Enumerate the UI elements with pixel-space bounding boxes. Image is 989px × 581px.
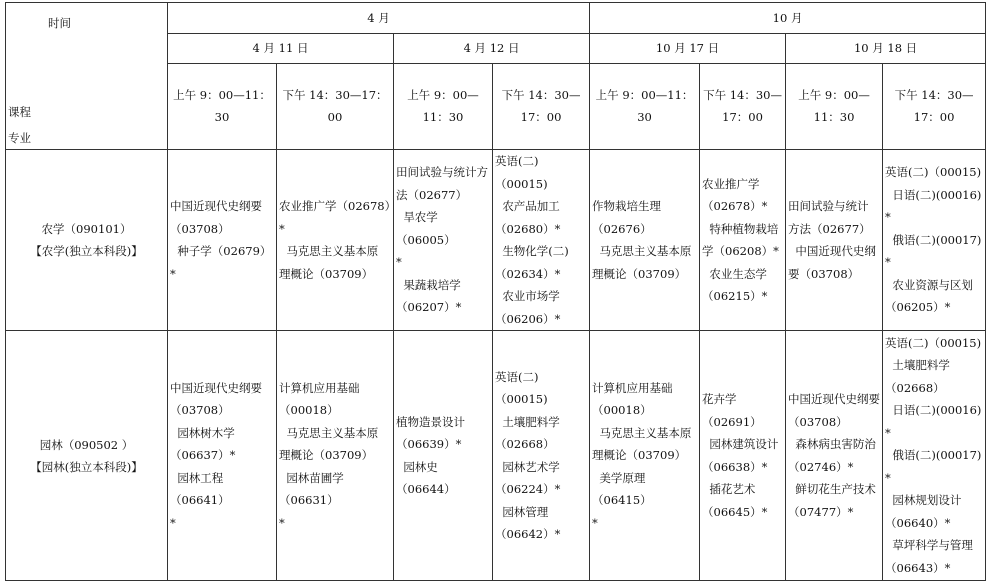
header-corner [6,3,168,150]
major-cell [6,331,168,581]
course-line: 生物化学(二) [495,244,569,258]
course-line: 园林苗圃学（06631） [279,470,344,508]
course-cell [394,150,493,331]
course-line: 农业推广学（02678）* [279,199,391,236]
major-label: 专业 [8,131,31,145]
major-name: 农学（090101） [41,222,132,236]
course-line: 美学原理（06415） [592,470,652,508]
month-april: 4 月 [168,3,590,34]
course-line: * [885,470,891,485]
course-line: 果蔬栽培学 [396,277,461,292]
course-cell [590,150,700,331]
course-line: 森林病虫害防治 [788,437,876,451]
major-type: 【农学(独立本科段)】 [30,244,143,258]
course-line: （02678）* [702,199,768,213]
course-line: 学（06208）* [702,244,779,258]
slot-apr11-am: 上午 9：00—11：30 [168,63,277,149]
slot-oct17-pm: 下午 14：30—17：00 [700,63,786,149]
course-line: 英语(二)（00015) [495,154,548,191]
course-line: 方法（02677） [788,221,871,236]
course-line: 种子学（02679）* [170,244,272,281]
date-apr-11: 4 月 11 日 [168,33,394,63]
course-line: 农产品加工 [495,199,560,213]
course-line: （02680）* [495,221,561,236]
course-line: （03708） [170,403,230,418]
course-line: 农业市场学 [495,289,560,303]
course-line: 理概论（03709） [279,448,374,463]
course-line: 中国近现代史纲要 [788,392,881,406]
major-name: 园林（090502 ） [39,437,134,452]
course-line: 英语(二)（00015) [885,165,982,180]
course-line: * [885,210,891,225]
course-cell [700,150,786,331]
course-line: 特种植物栽培 [702,221,779,236]
course-line: 花卉学（02691） [702,392,762,429]
course-line: （02668） [885,380,945,395]
month-october: 10 月 [590,3,986,34]
date-oct-18: 10 月 18 日 [786,33,986,63]
course-line: * [592,515,598,530]
date-oct-17: 10 月 17 日 [590,33,786,63]
course-line: 植物造景设计 [396,414,465,429]
course-line: 园林建筑设计 [702,437,779,451]
course-line: 日语(二)(00016) [885,187,982,202]
course-line: （02668） [495,437,555,451]
course-line: * [885,255,891,270]
slot-apr12-pm: 下午 14：30—17：00 [493,63,590,149]
course-line: 英语(二)（00015) [495,369,548,406]
course-line: （06640）* [885,515,951,530]
course-line: （06642）* [495,527,561,541]
course-line: （06205）* [885,300,951,315]
course-line: * [885,425,891,440]
course-cell [168,331,277,581]
course-line: 农业资源与区划 [885,277,973,292]
course-line: 马克思主义基本原 [279,425,379,440]
course-line: （02746）* [788,459,854,474]
course-line: 园林管理 [495,504,549,519]
course-line: 俄语(二)(00017) [885,232,982,247]
course-line: 草坪科学与管理 [885,538,973,553]
course-line: （06643）* [885,560,951,575]
course-line: （00018） [279,403,339,418]
course-cell [277,331,394,581]
course-line: 土壤肥料学 [495,414,560,429]
course-line: 园林树木学 [170,425,235,440]
time-label: 时间 [48,16,71,30]
course-line: 马克思主义基本原 [279,244,379,258]
course-line: 旱农学（06005） [396,210,456,247]
course-line: （07477）* [788,504,854,519]
course-line: 中国近现代史纲要 [170,199,262,213]
course-line: （03708） [170,221,230,236]
course-cell [883,331,986,581]
slot-oct18-pm: 下午 14：30—17：00 [883,63,986,149]
course-cell [394,331,493,581]
course-line: （06207）* [396,300,462,315]
course-cell [700,331,786,581]
course-line: （03708） [788,414,848,429]
course-line: 计算机应用基础 [592,380,673,395]
course-label: 课程 [8,105,31,119]
course-cell [883,150,986,331]
course-line: 俄语(二)(00017) [885,448,982,463]
course-line: 田间试验与统计方 [396,165,488,180]
course-line: * [279,515,285,530]
course-line: 理概论（03709） [279,266,374,281]
course-line: 农业生态学 [702,266,767,281]
slot-oct17-am: 上午 9：00—11：30 [590,63,700,149]
slot-apr11-pm: 下午 14：30—17：00 [277,63,394,149]
slot-apr12-am: 上午 9：00—11：30 [394,63,493,149]
exam-schedule-table [5,2,986,581]
course-line: 中国近现代史纲 [788,244,876,258]
course-line: 鲜切花生产技术 [788,482,876,496]
course-line: 土壤肥料学 [885,358,950,373]
slot-oct18-am: 上午 9：00—11：30 [786,63,883,149]
date-apr-12: 4 月 12 日 [394,33,590,63]
course-cell [786,331,883,581]
course-line: （06215）* [702,289,768,303]
course-line: 马克思主义基本原 [592,244,692,258]
major-type: 【园林(独立本科段)】 [30,459,143,474]
course-line: 英语(二)（00015) [885,335,982,350]
course-line: 园林规划设计 [885,493,962,508]
major-cell [6,150,168,331]
course-line: 园林史（06644） [396,459,456,496]
schedule-row-agronomy [6,150,986,331]
course-cell [168,150,277,331]
course-line: 园林工程（06641） [170,470,230,508]
course-line: （06206）* [495,311,561,326]
course-line: * [396,255,402,270]
course-line: （02634）* [495,266,561,281]
course-line: 马克思主义基本原 [592,425,692,440]
course-line: 中国近现代史纲要 [170,380,262,395]
course-line: 计算机应用基础 [279,380,360,395]
course-line: （06637）* [170,448,236,463]
course-line: 作物栽培生理 [592,199,662,213]
schedule-row-landscape [6,331,986,581]
course-line: （06645）* [702,504,768,519]
course-line: 日语(二)(00016) [885,403,982,418]
course-line: （06638）* [702,459,768,474]
course-line: 法（02677） [396,187,468,202]
course-line: （00018） [592,403,652,418]
course-cell [493,150,590,331]
course-line: * [170,515,176,530]
course-cell [493,331,590,581]
course-line: 田间试验与统计 [788,199,869,213]
course-cell [786,150,883,331]
course-cell [277,150,394,331]
course-line: （06639）* [396,437,462,451]
course-line: 理概论（03709） [592,448,687,463]
course-line: （06224）* [495,482,561,496]
course-line: 插花艺术 [702,482,756,496]
course-line: （02676） [592,221,652,236]
course-cell [590,331,700,581]
course-line: 园林艺术学 [495,459,560,474]
course-line: 要（03708） [788,266,860,281]
course-line: 理概论（03709） [592,266,687,281]
course-line: 农业推广学 [702,176,760,191]
